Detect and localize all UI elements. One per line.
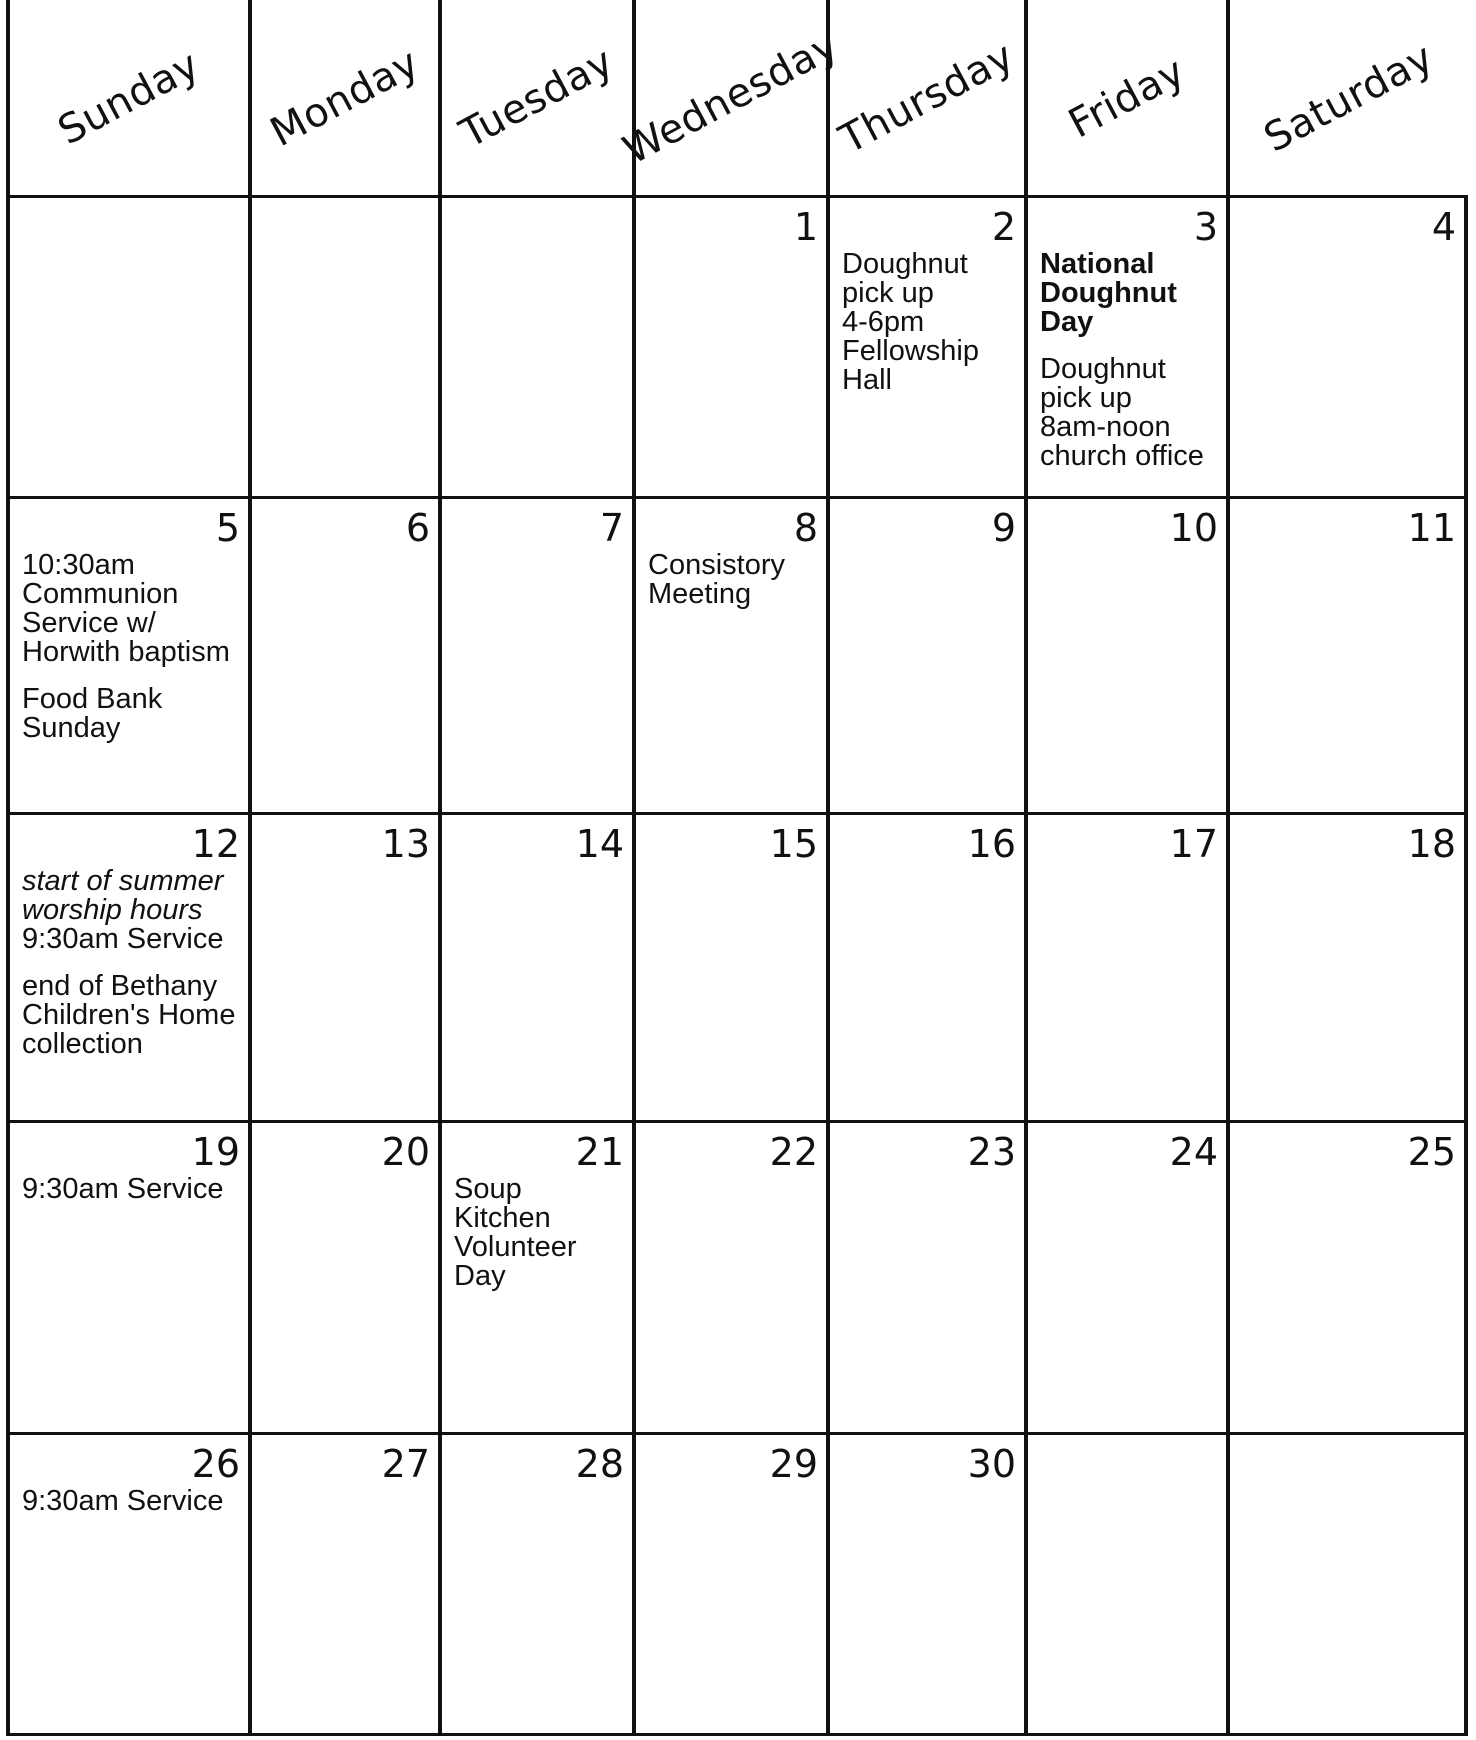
day-number: 18 [1407, 822, 1456, 866]
day-number: 10 [1169, 506, 1218, 550]
day-number: 12 [191, 822, 240, 866]
day-number: 28 [575, 1442, 624, 1486]
day-number: 26 [191, 1442, 240, 1486]
day-cell[interactable] [438, 198, 632, 499]
day-number: 20 [381, 1130, 430, 1174]
day-number: 19 [191, 1130, 240, 1174]
day-number: 13 [381, 822, 430, 866]
day-cell[interactable] [1226, 1435, 1468, 1736]
day-cell[interactable] [1024, 1435, 1226, 1736]
day-cell[interactable] [826, 1435, 1024, 1736]
day-cell[interactable] [248, 198, 438, 499]
weekday-label: Thursday [832, 32, 1022, 163]
event-text: National Doughnut Day [1040, 248, 1177, 338]
event-text: Soup Kitchen Volunteer Day [454, 1173, 577, 1292]
day-number: 29 [769, 1442, 818, 1486]
day-number: 21 [575, 1130, 624, 1174]
weekday-header-sunday [6, 0, 248, 198]
day-cell[interactable] [248, 499, 438, 815]
day-number: 11 [1407, 506, 1456, 550]
day-cell[interactable] [6, 1123, 248, 1435]
weekday-label: Sunday [50, 41, 208, 154]
weekday-label: Saturday [1256, 33, 1442, 162]
day-number: 14 [575, 822, 624, 866]
event-text: end of Bethany Children's Home collection [22, 970, 236, 1060]
event-text: 9:30am Service [22, 1485, 224, 1517]
day-number: 7 [599, 506, 624, 550]
day-number: 9 [991, 506, 1016, 550]
day-cell[interactable] [826, 1123, 1024, 1435]
day-cell[interactable] [248, 815, 438, 1123]
event-text: Doughnut pick up 8am-noon church office [1040, 353, 1204, 472]
day-cell[interactable] [632, 1123, 826, 1435]
day-number: 23 [967, 1130, 1016, 1174]
day-number: 3 [1193, 205, 1218, 249]
day-number: 4 [1431, 205, 1456, 249]
day-cell[interactable] [6, 198, 248, 499]
day-cell[interactable] [632, 499, 826, 815]
day-number: 8 [793, 506, 818, 550]
day-cell[interactable] [438, 815, 632, 1123]
weekday-header-saturday [1226, 0, 1468, 198]
day-number: 1 [793, 205, 818, 249]
day-cell[interactable] [1226, 1123, 1468, 1435]
day-number: 6 [405, 506, 430, 550]
day-cell[interactable] [1226, 499, 1468, 815]
day-cell[interactable] [826, 499, 1024, 815]
event-text: Consistory Meeting [648, 549, 785, 610]
day-number: 27 [381, 1442, 430, 1486]
event-text: start of summer worship hours [22, 865, 224, 926]
weekday-header-tuesday [438, 0, 632, 198]
day-cell[interactable] [1024, 499, 1226, 815]
weekday-label: Monday [263, 39, 427, 156]
event-text: Doughnut pick up 4-6pm Fellowship Hall [842, 248, 979, 396]
day-cell[interactable] [6, 499, 248, 815]
day-number: 2 [991, 205, 1016, 249]
weekday-header-friday [1024, 0, 1226, 198]
weekday-label: Friday [1061, 48, 1193, 147]
day-number: 17 [1169, 822, 1218, 866]
weekday-label: Wednesday [615, 21, 847, 174]
day-cell[interactable] [826, 815, 1024, 1123]
day-number: 30 [967, 1442, 1016, 1486]
day-number: 24 [1169, 1130, 1218, 1174]
day-number: 25 [1407, 1130, 1456, 1174]
weekday-label: Tuesday [452, 38, 622, 157]
day-cell[interactable] [248, 1435, 438, 1736]
day-cell[interactable] [6, 1435, 248, 1736]
event-text: 9:30am Service [22, 923, 224, 955]
day-cell[interactable] [1226, 198, 1468, 499]
day-cell[interactable] [248, 1123, 438, 1435]
day-number: 5 [215, 506, 240, 550]
day-cell[interactable] [438, 1123, 632, 1435]
day-cell[interactable] [1024, 815, 1226, 1123]
month-calendar [6, 0, 1468, 1736]
day-cell[interactable] [6, 815, 248, 1123]
weekday-header-wednesday [615, 0, 847, 198]
day-cell[interactable] [632, 198, 826, 499]
day-cell[interactable] [1024, 198, 1226, 499]
day-number: 15 [769, 822, 818, 866]
weekday-header-thursday [826, 0, 1024, 198]
day-cell[interactable] [826, 198, 1024, 499]
weekday-header-monday [248, 0, 438, 198]
day-cell[interactable] [438, 1435, 632, 1736]
event-text: 10:30am Communion Service w/ Horwith baptism [22, 549, 230, 668]
day-number: 16 [967, 822, 1016, 866]
day-cell[interactable] [632, 1435, 826, 1736]
day-cell[interactable] [632, 815, 826, 1123]
event-text: 9:30am Service [22, 1173, 224, 1205]
day-number: 22 [769, 1130, 818, 1174]
day-cell[interactable] [1024, 1123, 1226, 1435]
day-cell[interactable] [438, 499, 632, 815]
event-text: Food Bank Sunday [22, 683, 163, 744]
day-cell[interactable] [1226, 815, 1468, 1123]
